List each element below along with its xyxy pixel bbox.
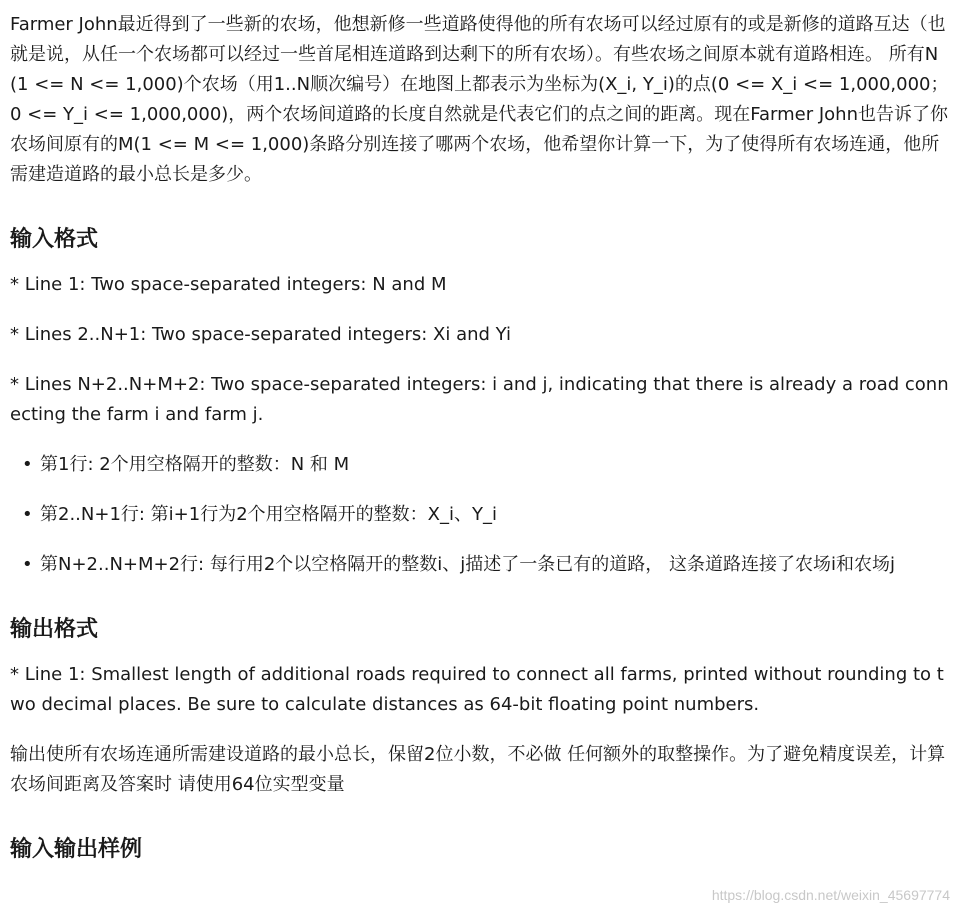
input-line-1-en: * Line 1: Two space-separated integers: N and M: [10, 274, 447, 295]
output-line-cn: 输出使所有农场连通所需建设道路的最小总长，保留2位小数，不必做 任何额外的取整操作。为了避免精度误差，计算农场间距离及答案时 请使用64位实型变量: [10, 744, 946, 795]
list-item-text: 第2..N+1行: 第i+1行为2个用空格隔开的整数：X_i、Y_i: [40, 504, 497, 525]
output-line-en: * Line 1: Smallest length of additional roads required to connect all farms, printed without rounding to two decimal places. Be sure to calculate distances as 64-bit floating point numbers.: [10, 664, 944, 715]
list-item: [22, 450, 950, 480]
input-format-cn-list: [10, 450, 950, 580]
list-item: [22, 550, 950, 580]
bullet-icon: •: [22, 454, 33, 475]
watermark-text: https://blog.csdn.net/weixin_45697774: [711, 887, 950, 903]
bullet-icon: •: [22, 504, 33, 525]
list-item: [22, 500, 950, 530]
bullet-icon: •: [22, 554, 33, 575]
output-format-heading: 输出格式: [10, 617, 99, 642]
problem-description: Farmer John最近得到了一些新的农场，他想新修一些道路使得他的所有农场可以经过原有的或是新修的道路互达（也就是说，从任一个农场都可以经过一些首尾相连道路到达剩下的所有农场）。有些农场之间原本就有道路相连。 所有N(1 <= N <= 1,000)个农场（用1..N顺次编号）在地图上都表示为坐标为(X_i, Y_i)的点(0 <= X_i <= 1,000,000；0 <= Y_i <= 1,000,000)，两个农场间道路的长度自然就是代表它们的点之间的距离。现在Farmer John也告诉了你农场间原有的M(1 <= M <= 1,000)条路分别连接了哪两个农场，他希望你计算一下，为了使得所有农场连通，他所需建造道路的最小总长是多少。: [10, 14, 949, 185]
input-line-3-en: * Lines N+2..N+M+2: Two space-separated integers: i and j, indicating that there is already a road connecting the farm i and farm j.: [10, 374, 949, 425]
list-item-text: 第1行: 2个用空格隔开的整数：N 和 M: [40, 454, 350, 475]
list-item-text: 第N+2..N+M+2行: 每行用2个以空格隔开的整数i、j描述了一条已有的道路， 这条道路连接了农场i和农场j: [40, 554, 896, 575]
input-format-heading: 输入格式: [10, 227, 99, 252]
problem-statement: [10, 10, 950, 880]
input-line-2-en: * Lines 2..N+1: Two space-separated integers: Xi and Yi: [10, 324, 512, 345]
sample-io-heading: 输入输出样例: [10, 837, 143, 862]
